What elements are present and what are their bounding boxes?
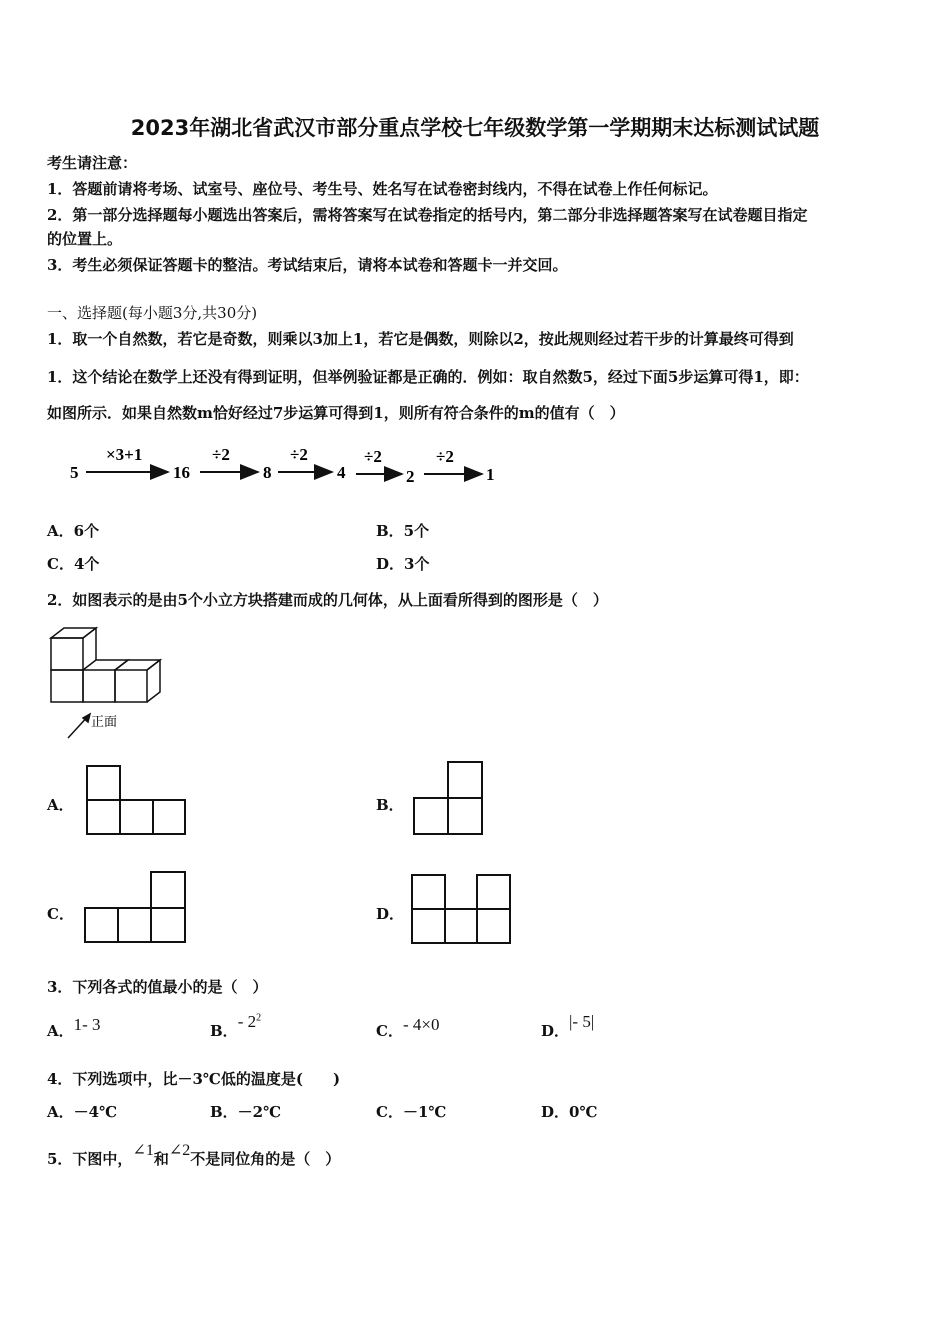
- section-heading: 一、选择题(每小题3分,共30分): [47, 304, 258, 322]
- q3-option-b-label: B．: [210, 1022, 238, 1040]
- q1-option-a[interactable]: A．6个: [47, 522, 100, 540]
- chain-op: ÷2: [212, 445, 230, 464]
- chain-number: 2: [406, 467, 415, 486]
- q3-option-c-label: C．: [376, 1022, 403, 1040]
- q3-option-c[interactable]: [376, 1015, 440, 1041]
- q2-option-b-figure[interactable]: [412, 760, 486, 836]
- q3-text: 3．下列各式的值最小的是（ ）: [47, 978, 268, 996]
- q3-option-b-base: - 2: [237, 1012, 257, 1031]
- front-label: 正面: [91, 715, 118, 730]
- q3-option-a-expr: 1- 3: [73, 1015, 101, 1034]
- chain-op: ÷2: [436, 447, 454, 466]
- q1-line: 如图所示．如果自然数m恰好经过7步运算可得到1，则所有符合条件的m的值有（ ）: [47, 404, 625, 422]
- q3-option-c-expr: - 4×0: [402, 1015, 440, 1034]
- q2-option-b-label[interactable]: B．: [376, 796, 404, 814]
- chain-number: 4: [337, 463, 346, 482]
- q4-option-a[interactable]: A．－4℃: [47, 1103, 118, 1121]
- notice-item: 3．考生必须保证答题卡的整洁。考试结束后，请将本试卷和答题卡一并交回。: [47, 256, 568, 274]
- q5-text: [47, 1142, 341, 1169]
- q2-text: 2．如图表示的是由5个小立方块搭建而成的几何体，从上面看所得到的图形是（ ）: [47, 591, 608, 609]
- q1-line: 1．这个结论在数学上还没有得到证明，但举例验证都是正确的．例如：取自然数5，经过下面5步运算可得1，即：: [47, 368, 809, 386]
- q1-option-b[interactable]: B．5个: [376, 522, 430, 540]
- page-title: 2023年湖北省武汉市部分重点学校七年级数学第一学期期末达标测试试题: [130, 116, 820, 140]
- q2-option-d-figure[interactable]: [410, 873, 514, 947]
- chain-op: ÷2: [364, 447, 382, 466]
- chain-op: ×3+1: [106, 445, 143, 464]
- chain-op: ÷2: [290, 445, 308, 464]
- notice-item: 的位置上。: [47, 230, 123, 248]
- q1-option-c[interactable]: C．4个: [47, 555, 100, 573]
- q4-option-d[interactable]: D．0℃: [541, 1103, 598, 1121]
- chain-number: 5: [70, 463, 79, 482]
- q3-option-a[interactable]: [47, 1015, 101, 1041]
- q3-option-d[interactable]: [541, 1012, 595, 1041]
- q4-option-c[interactable]: C．－1℃: [376, 1103, 447, 1121]
- q4-text: 4．下列选项中，比－3℃低的温度是( ): [47, 1070, 341, 1088]
- q3-option-a-label: A．: [47, 1022, 74, 1040]
- angle-2: ∠2: [168, 1142, 191, 1159]
- q2-option-c-label[interactable]: C．: [47, 905, 74, 923]
- q4-option-b[interactable]: B．－2℃: [210, 1103, 282, 1121]
- q2-option-a-figure[interactable]: [85, 764, 187, 836]
- chain-number: 1: [486, 465, 495, 484]
- q3-option-d-expr: |- 5|: [569, 1012, 595, 1031]
- angle-1: ∠1: [132, 1142, 154, 1159]
- q1-operation-chain: [60, 440, 520, 490]
- q1-option-d[interactable]: D．3个: [376, 555, 430, 573]
- chain-number: 8: [263, 463, 272, 482]
- q1-line: 1．取一个自然数，若它是奇数，则乘以3加上1，若它是偶数，则除以2，按此规则经过若干步的计算最终可得到: [47, 330, 794, 348]
- q3-option-b[interactable]: [210, 1012, 262, 1041]
- q2-option-d-label[interactable]: D．: [376, 905, 405, 923]
- notice-item: 1．答题前请将考场、试室号、座位号、考生号、姓名写在试卷密封线内，不得在试卷上作任何标记。: [47, 180, 718, 198]
- q3-option-b-exponent: 2: [256, 1012, 262, 1024]
- q2-option-c-figure[interactable]: [83, 870, 189, 946]
- q5-suffix: 不是同位角的是（ ）: [190, 1150, 341, 1168]
- q5-and: 和: [153, 1150, 169, 1168]
- q2-cube-figure: [46, 626, 176, 744]
- q2-option-a-label[interactable]: A．: [47, 796, 74, 814]
- chain-number: 16: [173, 463, 190, 482]
- q5-prefix: 5．下图中，: [47, 1150, 133, 1168]
- notice-item: 2．第一部分选择题每小题选出答案后，需将答案写在试卷指定的括号内，第二部分非选择题答案写在试卷题目指定: [47, 206, 808, 224]
- q3-option-d-label: D．: [541, 1022, 570, 1040]
- q3-option-b-expr: [238, 1012, 261, 1031]
- notice-heading: 考生请注意：: [47, 154, 138, 172]
